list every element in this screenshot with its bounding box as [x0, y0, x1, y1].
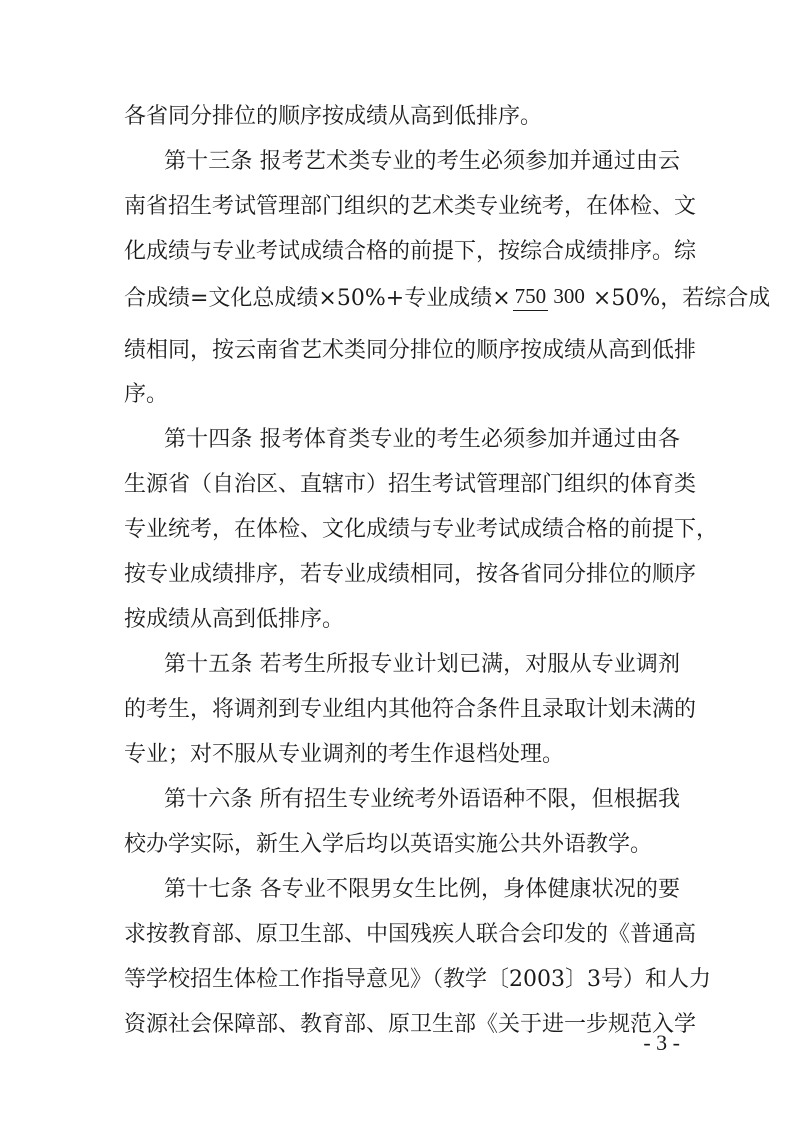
- text-line: 专业统考，在体检、文化成绩与专业考试成绩合格的前提下，: [124, 517, 719, 542]
- formula-text-right: ×50%，若综合成: [592, 285, 771, 311]
- article-15-heading-line: 第十五条 若考生所报专业计划已满，对服从专业调剂: [164, 652, 680, 677]
- article-17-heading-line: 第十七条 各专业不限男女生比例，身体健康状况的要: [164, 877, 680, 902]
- article-14-heading-line: 第十四条 报考体育类专业的考生必须参加并通过由各: [164, 427, 680, 452]
- text-line: 各省同分排位的顺序按成绩从高到低排序。: [124, 104, 543, 129]
- text-line: 资源社会保障部、教育部、原卫生部《关于进一步规范入学: [124, 1012, 697, 1037]
- text-line: 校办学实际，新生入学后均以英语实施公共外语教学。: [124, 832, 653, 857]
- text-line: 南省招生考试管理部门组织的艺术类专业统考，在体检、文: [124, 194, 697, 219]
- fraction: [513, 281, 585, 311]
- text-line: 专业；对不服从专业调剂的考生作退档处理。: [124, 742, 565, 767]
- article-13-heading-line: 第十三条 报考艺术类专业的考生必须参加并通过由云: [164, 149, 680, 174]
- text-line: 绩相同，按云南省艺术类同分排位的顺序按成绩从高到低排: [124, 338, 697, 363]
- text-line: 生源省（自治区、直辖市）招生考试管理部门组织的体育类: [124, 472, 697, 497]
- fraction-denominator: 300: [553, 284, 585, 308]
- text-line: 按专业成绩排序，若专业成绩相同，按各省同分排位的顺序: [124, 562, 697, 587]
- text-line: 序。: [124, 382, 169, 407]
- fraction-numerator: 750: [513, 284, 549, 311]
- page-number: - 3 -: [643, 1030, 680, 1055]
- formula-line: [124, 266, 771, 326]
- text-line: 等学校招生体检工作指导意见》（教学〔2003〕3号）和人力: [124, 967, 711, 992]
- text-line: 化成绩与专业考试成绩合格的前提下，按综合成绩排序。综: [124, 239, 697, 264]
- formula-text-left: 合成绩=文化总成绩×50%+专业成绩×: [124, 285, 511, 311]
- text-line: 求按教育部、原卫生部、中国残疾人联合会印发的《普通高: [124, 922, 697, 947]
- text-line: 按成绩从高到低排序。: [124, 607, 345, 632]
- text-line: 的考生，将调剂到专业组内其他符合条件且录取计划未满的: [124, 697, 697, 722]
- article-16-heading-line: 第十六条 所有招生专业统考外语语种不限，但根据我: [164, 787, 680, 812]
